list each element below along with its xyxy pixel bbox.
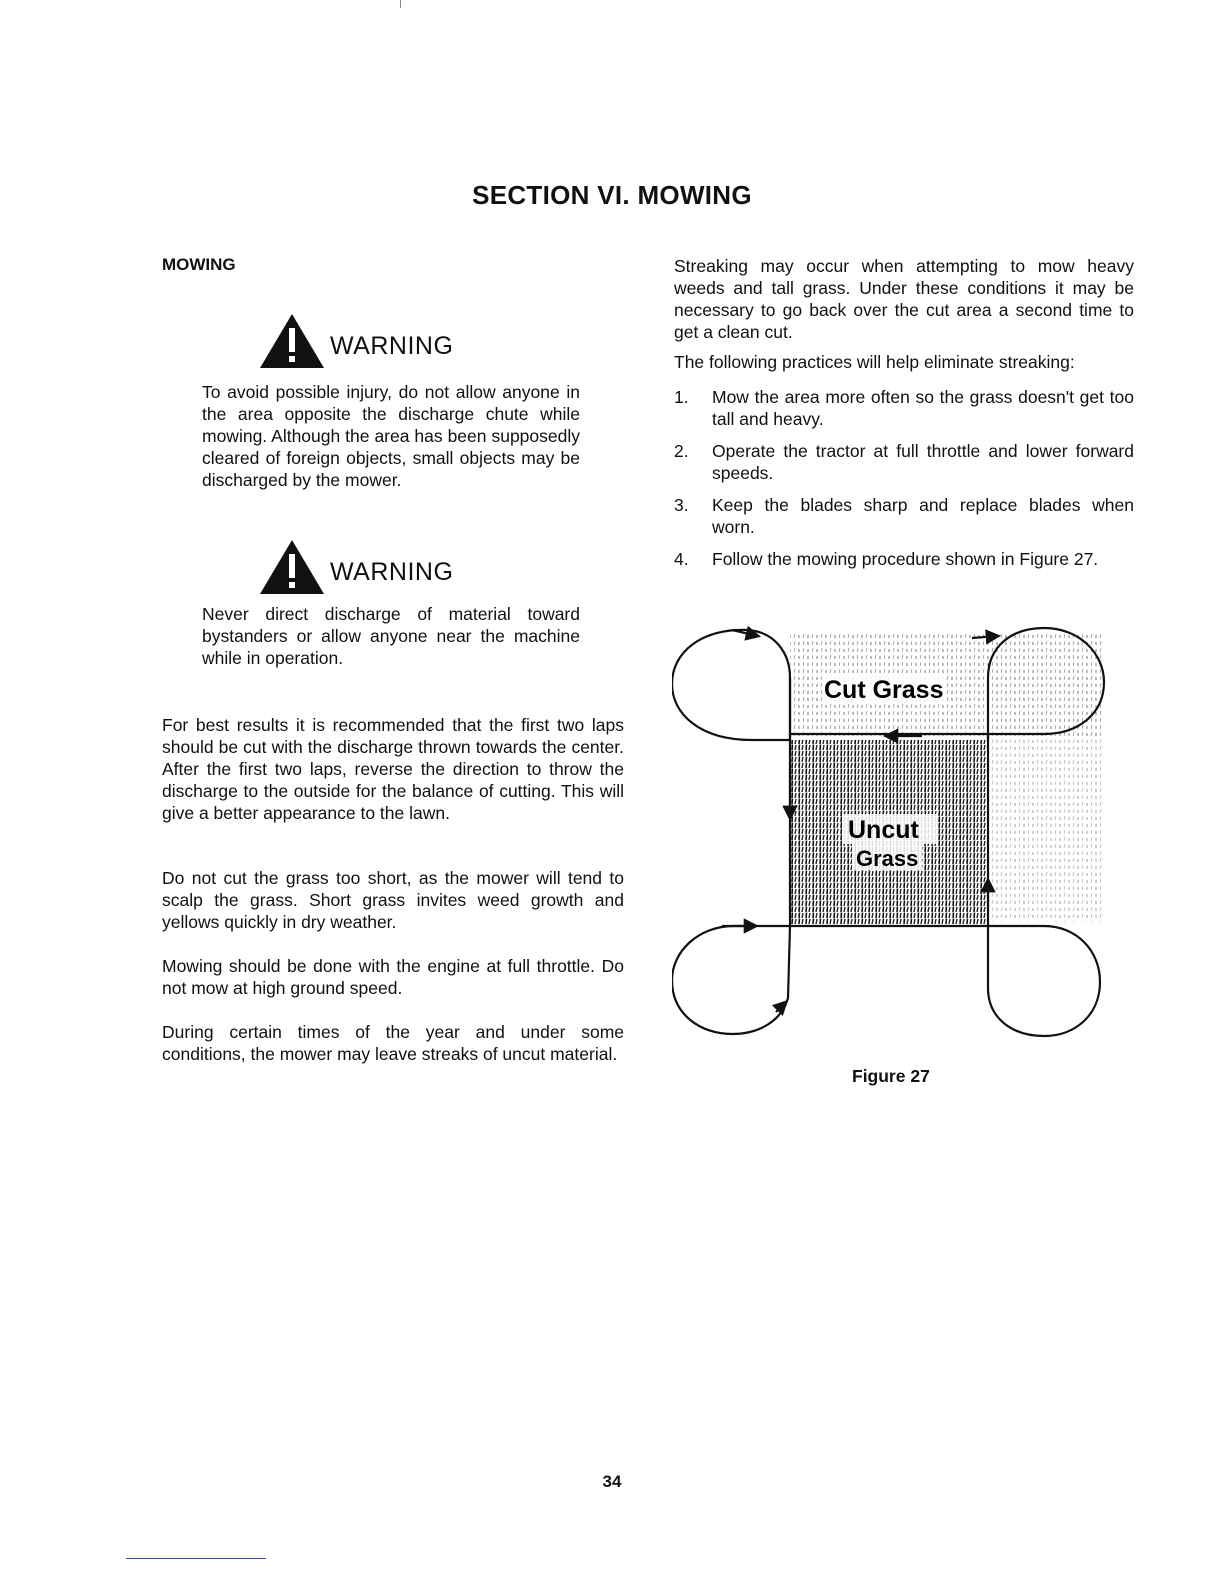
- paragraph-grass-height: Do not cut the grass too short, as the mower will tend to scalp the grass. Short grass invites weed growth and yellows quickly in dry weather.: [162, 868, 624, 932]
- figure-caption: Figure 27: [852, 1066, 930, 1086]
- list-item: 3. Keep the blades sharp and replace blades when worn.: [674, 495, 1134, 537]
- paragraph-streaking-intro: Streaking may occur when attempting to mow heavy weeds and tall grass. Under these conditions it may be necessary to go back over the cut area a second time to get a clean cut.: [674, 256, 1134, 342]
- mowing-subheading: MOWING: [162, 255, 236, 274]
- list-item: 4. Follow the mowing procedure shown in Figure 27.: [674, 549, 1099, 569]
- uncut-label-line1: Uncut: [848, 816, 919, 844]
- cut-grass-side: [988, 736, 1102, 922]
- scan-mark: [400, 0, 401, 8]
- paragraph-streaks: During certain times of the year and under some conditions, the mower may leave streaks of uncut material.: [162, 1022, 624, 1064]
- warning-text-2: Never direct discharge of material toward bystanders or allow anyone near the machine while in operation.: [202, 604, 580, 668]
- uncut-label-line2: Grass: [856, 846, 919, 871]
- footer-rule: [126, 1558, 266, 1559]
- warning-label: WARNING: [330, 557, 454, 586]
- warning-header-2: [258, 538, 453, 596]
- paragraph-throttle: Mowing should be done with the engine at full throttle. Do not mow at high ground speed.: [162, 956, 624, 998]
- mowing-pattern-diagram: [672, 618, 1112, 1038]
- section-title: SECTION VI. MOWING: [472, 180, 752, 210]
- cut-grass-label: Cut Grass: [824, 676, 944, 704]
- page-number: 34: [602, 1472, 622, 1491]
- paragraph-discharge-direction: For best results it is recommended that the first two laps should be cut with the discharge thrown towards the center. After the first two laps, reverse the direction to throw the discharge to the outside for the balance of cutting. This will give a better appearance to the lawn.: [162, 715, 624, 823]
- paragraph-practices-lead: The following practices will help eliminate streaking:: [674, 352, 1075, 372]
- warning-label: WARNING: [330, 331, 454, 360]
- warning-triangle-icon: [258, 312, 328, 370]
- warning-header-1: [258, 312, 453, 370]
- list-item: 2. Operate the tractor at full throttle and lower forward speeds.: [674, 441, 1134, 483]
- warning-text-1: To avoid possible injury, do not allow anyone in the area opposite the discharge chute while mowing. Although the area has been supposedly cleared of foreign objects, small objects may be discharged by the mower.: [202, 382, 580, 490]
- warning-triangle-icon: [258, 538, 328, 596]
- practices-list: [674, 386, 1134, 580]
- list-item: 1. Mow the area more often so the grass doesn't get too tall and heavy.: [674, 387, 1134, 429]
